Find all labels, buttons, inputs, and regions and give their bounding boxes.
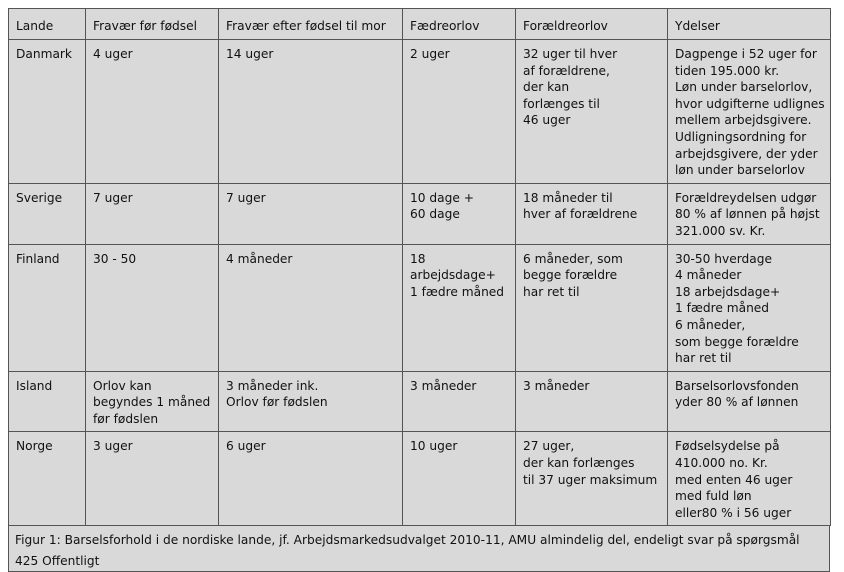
header-fravaer-foer: Fravær før fødsel	[86, 9, 219, 40]
table-cell: 18 måneder til hver af forældrene	[516, 183, 668, 244]
table-cell: 18 arbejdsdage+ 1 fædre måned	[403, 244, 516, 371]
table-row	[9, 371, 831, 432]
table-cell: 14 uger	[219, 40, 403, 184]
table-cell: Barselsorlovsfonden yder 80 % af lønnen	[668, 371, 831, 432]
table-cell: Fødselsydelse på 410.000 no. Kr. med enten 46 uger med fuld løn eller80 % i 56 uger	[668, 432, 831, 526]
table-row	[9, 432, 831, 526]
table-cell: 10 uger	[403, 432, 516, 526]
table-cell: 3 måneder ink. Orlov før fødslen	[219, 371, 403, 432]
table-row	[9, 244, 831, 371]
table-cell: 3 uger	[86, 432, 219, 526]
table-cell: Norge	[9, 432, 86, 526]
table-cell: Orlov kan begyndes 1 måned før fødslen	[86, 371, 219, 432]
parental-leave-table	[8, 8, 831, 526]
figure-caption: Figur 1: Barselsforhold i de nordiske lande, jf. Arbejdsmarkedsudvalget 2010-11, AMU almindelig del, endeligt svar på spørgsmål 425 Offentligt	[8, 526, 830, 572]
figure	[8, 8, 830, 569]
table-header-row	[9, 9, 831, 40]
header-lande: Lande	[9, 9, 86, 40]
table-row	[9, 40, 831, 184]
table-cell: Danmark	[9, 40, 86, 184]
table-cell: 3 måneder	[403, 371, 516, 432]
table-cell: Dagpenge i 52 uger for tiden 195.000 kr. Løn under barselorlov, hvor udgifterne udlignes mellem arbejdsgivere. Udligningsordning for arbejdsgivere, der yder løn under barselorlov	[668, 40, 831, 184]
table-cell: 10 dage + 60 dage	[403, 183, 516, 244]
table-cell: 7 uger	[86, 183, 219, 244]
header-faedreorlov: Fædreorlov	[403, 9, 516, 40]
table-row	[9, 183, 831, 244]
table-cell: 2 uger	[403, 40, 516, 184]
header-foraeldreorlov: Forældreorlov	[516, 9, 668, 40]
header-fravaer-efter: Fravær efter fødsel til mor	[219, 9, 403, 40]
table-cell: 32 uger til hver af forældrene, der kan forlænges til 46 uger	[516, 40, 668, 184]
header-ydelser: Ydelser	[668, 9, 831, 40]
table-cell: 4 måneder	[219, 244, 403, 371]
table-cell: 6 måneder, som begge forældre har ret til	[516, 244, 668, 371]
table-cell: 6 uger	[219, 432, 403, 526]
table-cell: Finland	[9, 244, 86, 371]
table-cell: 7 uger	[219, 183, 403, 244]
table-cell: 30-50 hverdage 4 måneder 18 arbejdsdage+ 1 fædre måned 6 måneder, som begge forældre har ret til	[668, 244, 831, 371]
table-cell: 30 - 50	[86, 244, 219, 371]
table-cell: Sverige	[9, 183, 86, 244]
table-cell: 3 måneder	[516, 371, 668, 432]
table-cell: 4 uger	[86, 40, 219, 184]
table-cell: Forældreydelsen udgør 80 % af lønnen på højst 321.000 sv. Kr.	[668, 183, 831, 244]
table-cell: 27 uger, der kan forlænges til 37 uger maksimum	[516, 432, 668, 526]
table-cell: Island	[9, 371, 86, 432]
